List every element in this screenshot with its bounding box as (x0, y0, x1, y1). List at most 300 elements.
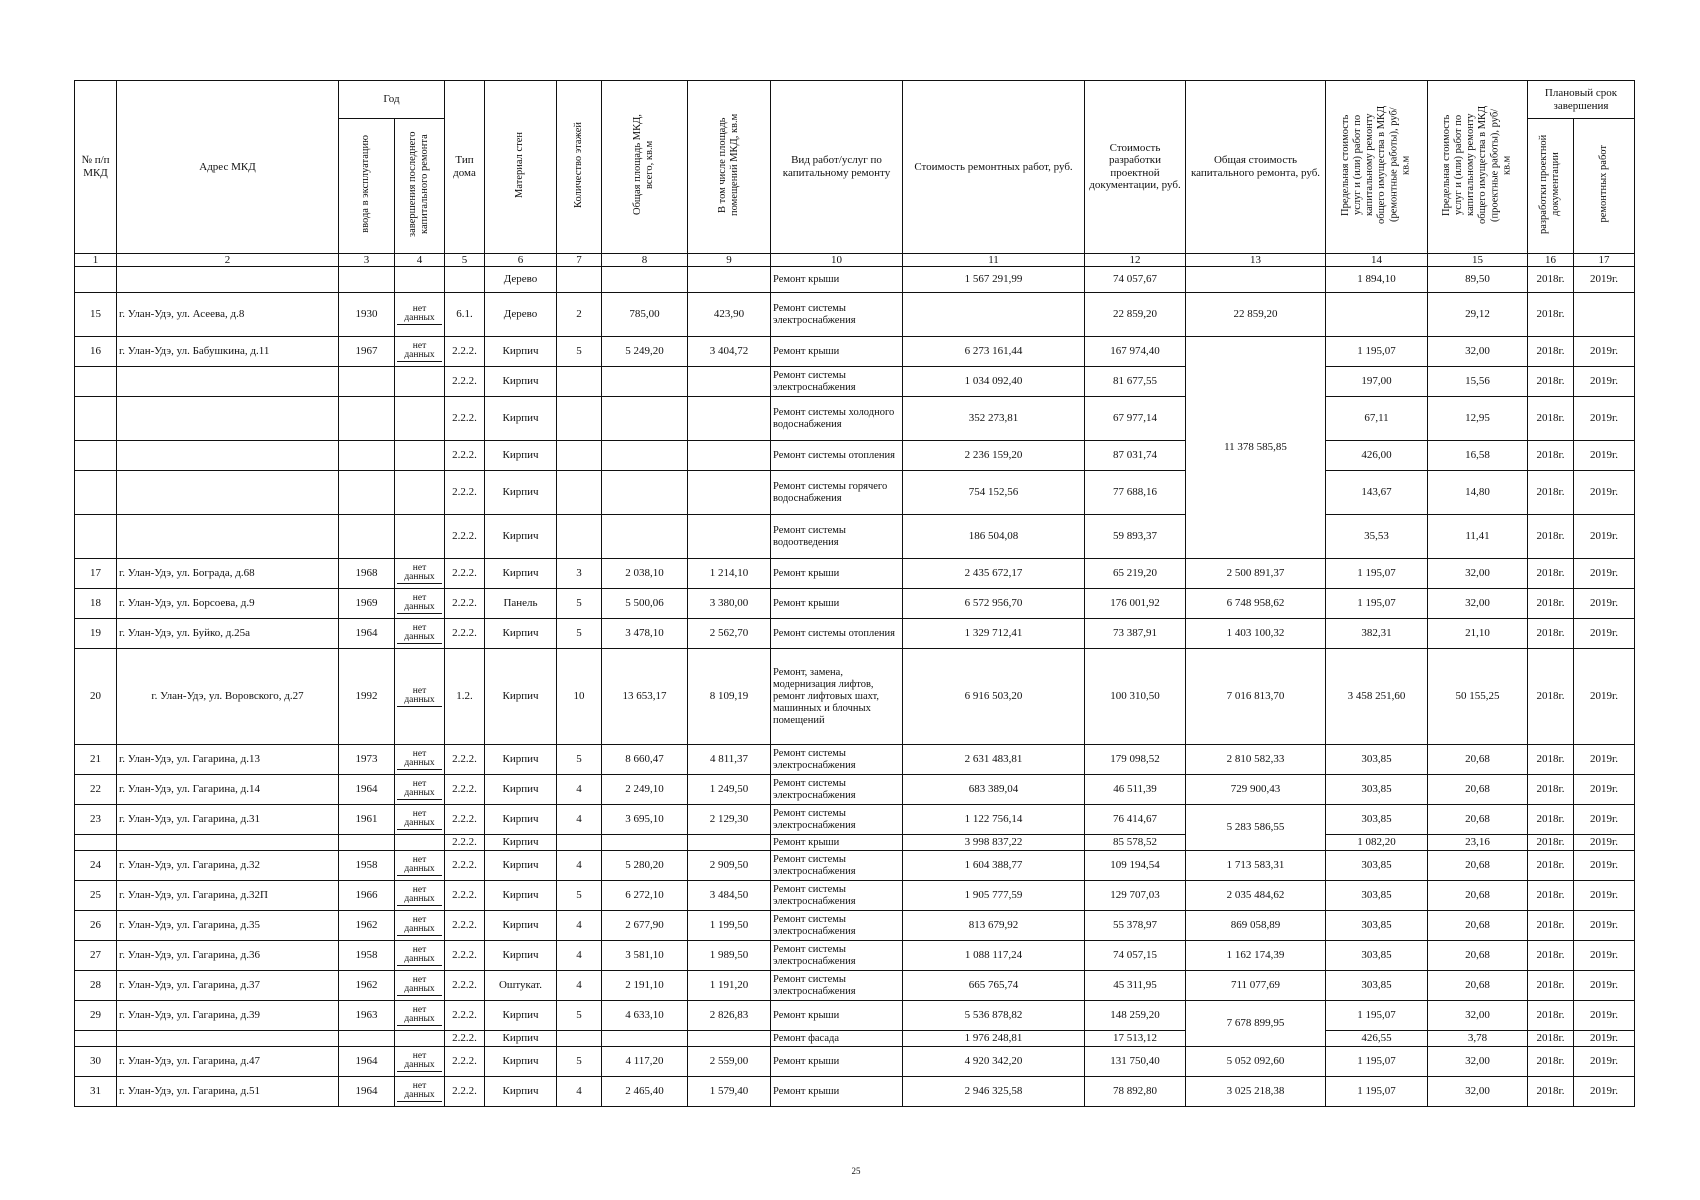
deadline-repair-cell: 2019г. (1574, 851, 1635, 881)
address-cell: г. Улан-Удэ, ул. Гагарина, д.36 (117, 941, 339, 971)
limit-cost-repair-cell: 303,85 (1326, 745, 1428, 775)
total-cost-cell: 22 859,20 (1186, 293, 1326, 337)
year-last-repair-cell (395, 293, 445, 337)
deadline-repair-cell: 2019г. (1574, 515, 1635, 559)
limit-cost-repair-cell: 303,85 (1326, 775, 1428, 805)
premises-area-cell: 1 214,10 (688, 559, 771, 589)
year-last-repair-cell (395, 911, 445, 941)
no-data-label: нет данных (397, 1052, 442, 1072)
address-cell: г. Улан-Удэ, ул. Воровского, д.27 (117, 649, 339, 745)
limit-cost-design-cell: 20,68 (1428, 851, 1528, 881)
address-cell (117, 1031, 339, 1047)
wall-material-cell: Кирпич (485, 851, 557, 881)
header-work-cost: Стоимость ремонтных работ, руб. (903, 81, 1085, 254)
year-commission-cell: 1964 (339, 619, 395, 649)
premises-area-cell: 2 826,83 (688, 1001, 771, 1031)
work-type-cell: Ремонт системы электроснабжения (771, 851, 903, 881)
address-cell: г. Улан-Удэ, ул. Борсоева, д.9 (117, 589, 339, 619)
total-cost-cell: 711 077,69 (1186, 971, 1326, 1001)
address-cell: г. Улан-Удэ, ул. Бограда, д.68 (117, 559, 339, 589)
work-cost-cell: 1 976 248,81 (903, 1031, 1085, 1047)
total-cost-cell: 729 900,43 (1186, 775, 1326, 805)
row-number: 31 (75, 1077, 117, 1107)
house-type-cell: 2.2.2. (445, 851, 485, 881)
row-number: 23 (75, 805, 117, 835)
year-last-repair-cell (395, 941, 445, 971)
address-cell (117, 267, 339, 293)
premises-area-cell: 8 109,19 (688, 649, 771, 745)
table-row (75, 649, 1635, 745)
premises-area-cell (688, 397, 771, 441)
year-commission-cell: 1962 (339, 971, 395, 1001)
year-commission-cell (339, 367, 395, 397)
header-limit-cost-repair: Предельная стоимость услуг и (или) работ по капитальному ремонту общего имущества в МКД (ремонтные работы), руб/кв.м (1326, 81, 1428, 254)
limit-cost-repair-cell (1326, 293, 1428, 337)
year-last-repair-cell (395, 835, 445, 851)
total-area-cell: 3 478,10 (602, 619, 688, 649)
year-last-repair-cell (395, 1001, 445, 1031)
table-row (75, 1031, 1635, 1047)
wall-material-cell: Кирпич (485, 881, 557, 911)
deadline-design-cell: 2018г. (1528, 471, 1574, 515)
premises-area-cell: 1 579,40 (688, 1077, 771, 1107)
page-number: 25 (851, 1166, 861, 1176)
house-type-cell: 2.2.2. (445, 1001, 485, 1031)
wall-material-cell: Дерево (485, 267, 557, 293)
premises-area-cell: 1 191,20 (688, 971, 771, 1001)
deadline-repair-cell: 2019г. (1574, 941, 1635, 971)
work-type-cell: Ремонт системы электроснабжения (771, 971, 903, 1001)
total-area-cell: 4 117,20 (602, 1047, 688, 1077)
year-last-repair-cell (395, 775, 445, 805)
column-number: 16 (1528, 253, 1574, 267)
total-cost-cell: 5 283 586,55 (1186, 805, 1326, 851)
work-cost-cell: 1 905 777,59 (903, 881, 1085, 911)
year-commission-cell: 1967 (339, 337, 395, 367)
design-cost-cell: 176 001,92 (1085, 589, 1186, 619)
wall-material-cell: Кирпич (485, 649, 557, 745)
total-area-cell: 13 653,17 (602, 649, 688, 745)
year-last-repair-cell (395, 589, 445, 619)
deadline-design-cell: 2018г. (1528, 775, 1574, 805)
limit-cost-repair-cell: 303,85 (1326, 851, 1428, 881)
total-area-cell (602, 267, 688, 293)
wall-material-cell: Кирпич (485, 1077, 557, 1107)
floors-cell (557, 835, 602, 851)
limit-cost-design-cell: 89,50 (1428, 267, 1528, 293)
design-cost-cell: 55 378,97 (1085, 911, 1186, 941)
year-last-repair-cell (395, 649, 445, 745)
year-commission-cell: 1958 (339, 941, 395, 971)
row-number: 29 (75, 1001, 117, 1031)
limit-cost-repair-cell: 1 195,07 (1326, 559, 1428, 589)
work-type-cell: Ремонт системы водоотведения (771, 515, 903, 559)
deadline-design-cell: 2018г. (1528, 881, 1574, 911)
premises-area-cell: 2 909,50 (688, 851, 771, 881)
limit-cost-design-cell: 20,68 (1428, 745, 1528, 775)
work-type-cell: Ремонт системы отопления (771, 441, 903, 471)
floors-cell: 3 (557, 559, 602, 589)
premises-area-cell (688, 1031, 771, 1047)
total-area-cell (602, 471, 688, 515)
work-cost-cell: 6 572 956,70 (903, 589, 1085, 619)
total-cost-cell: 5 052 092,60 (1186, 1047, 1326, 1077)
house-type-cell: 2.2.2. (445, 775, 485, 805)
premises-area-cell: 1 199,50 (688, 911, 771, 941)
deadline-repair-cell (1574, 293, 1635, 337)
premises-area-cell: 2 559,00 (688, 1047, 771, 1077)
year-commission-cell: 1964 (339, 775, 395, 805)
limit-cost-repair-cell: 35,53 (1326, 515, 1428, 559)
deadline-design-cell: 2018г. (1528, 1047, 1574, 1077)
wall-material-cell: Кирпич (485, 619, 557, 649)
year-commission-cell: 1961 (339, 805, 395, 835)
limit-cost-design-cell: 20,68 (1428, 881, 1528, 911)
work-cost-cell (903, 293, 1085, 337)
address-cell (117, 397, 339, 441)
deadline-repair-cell: 2019г. (1574, 911, 1635, 941)
header-year-commission: ввода в эксплуатацию (339, 119, 395, 254)
total-cost-cell: 7 678 899,95 (1186, 1001, 1326, 1047)
deadline-design-cell: 2018г. (1528, 911, 1574, 941)
year-last-repair-cell (395, 1077, 445, 1107)
limit-cost-repair-cell: 197,00 (1326, 367, 1428, 397)
table-row (75, 745, 1635, 775)
design-cost-cell: 17 513,12 (1085, 1031, 1186, 1047)
total-cost-cell: 2 500 891,37 (1186, 559, 1326, 589)
total-cost-cell: 7 016 813,70 (1186, 649, 1326, 745)
design-cost-cell: 73 387,91 (1085, 619, 1186, 649)
row-number: 26 (75, 911, 117, 941)
premises-area-cell: 2 129,30 (688, 805, 771, 835)
limit-cost-repair-cell: 303,85 (1326, 881, 1428, 911)
work-type-cell: Ремонт системы электроснабжения (771, 941, 903, 971)
total-area-cell: 5 280,20 (602, 851, 688, 881)
house-type-cell: 2.2.2. (445, 559, 485, 589)
total-area-cell: 2 038,10 (602, 559, 688, 589)
work-type-cell: Ремонт системы электроснабжения (771, 745, 903, 775)
floors-cell: 4 (557, 911, 602, 941)
table-row (75, 619, 1635, 649)
work-type-cell: Ремонт системы электроснабжения (771, 775, 903, 805)
deadline-design-cell: 2018г. (1528, 1031, 1574, 1047)
work-cost-cell: 813 679,92 (903, 911, 1085, 941)
work-cost-cell: 4 920 342,20 (903, 1047, 1085, 1077)
header-deadline-group: Плановый срок завершения (1528, 81, 1635, 119)
table-body (75, 253, 1635, 1107)
row-number (75, 441, 117, 471)
address-cell (117, 471, 339, 515)
deadline-design-cell: 2018г. (1528, 1001, 1574, 1031)
year-last-repair-cell (395, 267, 445, 293)
design-cost-cell: 76 414,67 (1085, 805, 1186, 835)
deadline-design-cell: 2018г. (1528, 267, 1574, 293)
header-premises-area: В том числе площадь помещений МКД, кв.м (688, 81, 771, 254)
limit-cost-design-cell: 32,00 (1428, 337, 1528, 367)
premises-area-cell (688, 367, 771, 397)
work-cost-cell: 1 088 117,24 (903, 941, 1085, 971)
address-cell: г. Улан-Удэ, ул. Гагарина, д.31 (117, 805, 339, 835)
house-type-cell: 2.2.2. (445, 367, 485, 397)
year-last-repair-cell (395, 1031, 445, 1047)
deadline-design-cell: 2018г. (1528, 805, 1574, 835)
work-type-cell: Ремонт крыши (771, 835, 903, 851)
limit-cost-repair-cell: 143,67 (1326, 471, 1428, 515)
row-number: 24 (75, 851, 117, 881)
header-total-area: Общая площадь МКД, всего, кв.м (602, 81, 688, 254)
row-number: 20 (75, 649, 117, 745)
deadline-design-cell: 2018г. (1528, 293, 1574, 337)
address-cell: г. Улан-Удэ, ул. Гагарина, д.13 (117, 745, 339, 775)
house-type-cell: 2.2.2. (445, 911, 485, 941)
premises-area-cell (688, 267, 771, 293)
deadline-repair-cell: 2019г. (1574, 775, 1635, 805)
wall-material-cell: Кирпич (485, 471, 557, 515)
work-cost-cell: 5 536 878,82 (903, 1001, 1085, 1031)
total-area-cell: 3 581,10 (602, 941, 688, 971)
year-commission-cell: 1968 (339, 559, 395, 589)
column-number: 3 (339, 253, 395, 267)
work-cost-cell: 1 604 388,77 (903, 851, 1085, 881)
work-type-cell: Ремонт крыши (771, 1001, 903, 1031)
deadline-repair-cell: 2019г. (1574, 745, 1635, 775)
table-row (75, 851, 1635, 881)
deadline-design-cell: 2018г. (1528, 559, 1574, 589)
premises-area-cell: 4 811,37 (688, 745, 771, 775)
total-area-cell: 5 249,20 (602, 337, 688, 367)
limit-cost-design-cell: 12,95 (1428, 397, 1528, 441)
total-area-cell: 2 465,40 (602, 1077, 688, 1107)
limit-cost-repair-cell: 1 195,07 (1326, 589, 1428, 619)
house-type-cell: 2.2.2. (445, 745, 485, 775)
floors-cell (557, 367, 602, 397)
floors-cell: 5 (557, 1047, 602, 1077)
column-number-row (75, 253, 1635, 267)
column-number: 11 (903, 253, 1085, 267)
column-number: 12 (1085, 253, 1186, 267)
house-type-cell: 2.2.2. (445, 337, 485, 367)
address-cell: г. Улан-Удэ, ул. Бабушкина, д.11 (117, 337, 339, 367)
deadline-repair-cell: 2019г. (1574, 589, 1635, 619)
column-number: 13 (1186, 253, 1326, 267)
design-cost-cell: 81 677,55 (1085, 367, 1186, 397)
table-row (75, 971, 1635, 1001)
limit-cost-repair-cell: 67,11 (1326, 397, 1428, 441)
deadline-repair-cell: 2019г. (1574, 835, 1635, 851)
total-area-cell (602, 441, 688, 471)
premises-area-cell: 2 562,70 (688, 619, 771, 649)
deadline-repair-cell: 2019г. (1574, 397, 1635, 441)
design-cost-cell: 46 511,39 (1085, 775, 1186, 805)
deadline-repair-cell: 2019г. (1574, 971, 1635, 1001)
year-last-repair-cell (395, 471, 445, 515)
house-type-cell: 2.2.2. (445, 619, 485, 649)
deadline-design-cell: 2018г. (1528, 589, 1574, 619)
work-cost-cell: 6 273 161,44 (903, 337, 1085, 367)
year-commission-cell (339, 267, 395, 293)
total-area-cell: 785,00 (602, 293, 688, 337)
total-cost-cell: 6 748 958,62 (1186, 589, 1326, 619)
table-row (75, 441, 1635, 471)
work-type-cell: Ремонт системы горячего водоснабжения (771, 471, 903, 515)
house-type-cell: 1.2. (445, 649, 485, 745)
work-cost-cell: 352 273,81 (903, 397, 1085, 441)
wall-material-cell: Дерево (485, 293, 557, 337)
row-number: 16 (75, 337, 117, 367)
header-floors: Количество этажей (557, 81, 602, 254)
address-cell: г. Улан-Удэ, ул. Асеева, д.8 (117, 293, 339, 337)
total-area-cell (602, 397, 688, 441)
no-data-label: нет данных (397, 624, 442, 644)
table-row (75, 515, 1635, 559)
floors-cell: 5 (557, 337, 602, 367)
row-number (75, 1031, 117, 1047)
total-area-cell (602, 515, 688, 559)
deadline-repair-cell: 2019г. (1574, 367, 1635, 397)
deadline-design-cell: 2018г. (1528, 397, 1574, 441)
work-cost-cell: 2 435 672,17 (903, 559, 1085, 589)
house-type-cell: 6.1. (445, 293, 485, 337)
limit-cost-repair-cell: 1 082,20 (1326, 835, 1428, 851)
work-type-cell: Ремонт системы электроснабжения (771, 911, 903, 941)
header-year-last-repair: завершения последнего капитального ремонта (395, 119, 445, 254)
deadline-design-cell: 2018г. (1528, 649, 1574, 745)
year-commission-cell (339, 397, 395, 441)
header-address: Адрес МКД (117, 81, 339, 254)
floors-cell: 4 (557, 941, 602, 971)
house-type-cell: 2.2.2. (445, 441, 485, 471)
deadline-design-cell: 2018г. (1528, 851, 1574, 881)
house-type-cell: 2.2.2. (445, 835, 485, 851)
address-cell: г. Улан-Удэ, ул. Гагарина, д.32 (117, 851, 339, 881)
house-type-cell: 2.2.2. (445, 805, 485, 835)
no-data-label: нет данных (397, 1082, 442, 1102)
design-cost-cell: 59 893,37 (1085, 515, 1186, 559)
header-total-cost: Общая стоимость капитального ремонта, руб. (1186, 81, 1326, 254)
house-type-cell: 2.2.2. (445, 1031, 485, 1047)
table-row (75, 559, 1635, 589)
work-type-cell: Ремонт фасада (771, 1031, 903, 1047)
design-cost-cell: 100 310,50 (1085, 649, 1186, 745)
address-cell: г. Улан-Удэ, ул. Гагарина, д.39 (117, 1001, 339, 1031)
table-row (75, 367, 1635, 397)
address-cell: г. Улан-Удэ, ул. Гагарина, д.51 (117, 1077, 339, 1107)
work-type-cell: Ремонт системы отопления (771, 619, 903, 649)
table-row (75, 1001, 1635, 1031)
deadline-repair-cell: 2019г. (1574, 805, 1635, 835)
year-last-repair-cell (395, 1047, 445, 1077)
total-area-cell: 3 695,10 (602, 805, 688, 835)
column-number: 2 (117, 253, 339, 267)
deadline-repair-cell: 2019г. (1574, 1031, 1635, 1047)
table-row (75, 589, 1635, 619)
work-cost-cell: 1 567 291,99 (903, 267, 1085, 293)
design-cost-cell: 74 057,67 (1085, 267, 1186, 293)
premises-area-cell: 1 989,50 (688, 941, 771, 971)
wall-material-cell: Кирпич (485, 805, 557, 835)
column-number: 5 (445, 253, 485, 267)
address-cell: г. Улан-Удэ, ул. Буйко, д.25а (117, 619, 339, 649)
deadline-repair-cell: 2019г. (1574, 619, 1635, 649)
table-row (75, 293, 1635, 337)
wall-material-cell: Кирпич (485, 441, 557, 471)
row-number (75, 515, 117, 559)
deadline-repair-cell: 2019г. (1574, 649, 1635, 745)
house-type-cell: 2.2.2. (445, 941, 485, 971)
no-data-label: нет данных (397, 916, 442, 936)
wall-material-cell: Кирпич (485, 1001, 557, 1031)
row-number (75, 367, 117, 397)
floors-cell: 10 (557, 649, 602, 745)
total-area-cell (602, 1031, 688, 1047)
deadline-repair-cell: 2019г. (1574, 441, 1635, 471)
column-number: 7 (557, 253, 602, 267)
wall-material-cell: Оштукат. (485, 971, 557, 1001)
header-num: № п/п МКД (75, 81, 117, 254)
design-cost-cell: 74 057,15 (1085, 941, 1186, 971)
work-cost-cell: 2 631 483,81 (903, 745, 1085, 775)
deadline-repair-cell: 2019г. (1574, 267, 1635, 293)
deadline-repair-cell: 2019г. (1574, 1001, 1635, 1031)
design-cost-cell: 78 892,80 (1085, 1077, 1186, 1107)
row-number: 21 (75, 745, 117, 775)
deadline-repair-cell: 2019г. (1574, 559, 1635, 589)
deadline-repair-cell: 2019г. (1574, 1077, 1635, 1107)
work-type-cell: Ремонт крыши (771, 1047, 903, 1077)
table-row (75, 941, 1635, 971)
column-number: 17 (1574, 253, 1635, 267)
header-work-type: Вид работ/услуг по капитальному ремонту (771, 81, 903, 254)
no-data-label: нет данных (397, 1006, 442, 1026)
row-number (75, 471, 117, 515)
limit-cost-repair-cell: 303,85 (1326, 971, 1428, 1001)
premises-area-cell: 3 484,50 (688, 881, 771, 911)
deadline-repair-cell: 2019г. (1574, 1047, 1635, 1077)
no-data-label: нет данных (397, 856, 442, 876)
premises-area-cell (688, 471, 771, 515)
work-type-cell: Ремонт системы электроснабжения (771, 293, 903, 337)
work-cost-cell: 1 329 712,41 (903, 619, 1085, 649)
limit-cost-design-cell: 20,68 (1428, 805, 1528, 835)
house-type-cell: 2.2.2. (445, 589, 485, 619)
floors-cell (557, 441, 602, 471)
design-cost-cell: 148 259,20 (1085, 1001, 1186, 1031)
address-cell (117, 835, 339, 851)
table-row (75, 267, 1635, 293)
table-row (75, 1077, 1635, 1107)
limit-cost-design-cell: 20,68 (1428, 775, 1528, 805)
limit-cost-design-cell: 20,68 (1428, 911, 1528, 941)
limit-cost-design-cell: 16,58 (1428, 441, 1528, 471)
address-cell: г. Улан-Удэ, ул. Гагарина, д.37 (117, 971, 339, 1001)
work-type-cell: Ремонт крыши (771, 559, 903, 589)
work-cost-cell: 186 504,08 (903, 515, 1085, 559)
year-commission-cell: 1966 (339, 881, 395, 911)
house-type-cell: 2.2.2. (445, 971, 485, 1001)
limit-cost-repair-cell: 1 195,07 (1326, 1077, 1428, 1107)
wall-material-cell: Кирпич (485, 337, 557, 367)
deadline-repair-cell: 2019г. (1574, 471, 1635, 515)
limit-cost-design-cell: 3,78 (1428, 1031, 1528, 1047)
limit-cost-design-cell: 32,00 (1428, 559, 1528, 589)
total-area-cell (602, 367, 688, 397)
wall-material-cell: Кирпич (485, 515, 557, 559)
design-cost-cell: 85 578,52 (1085, 835, 1186, 851)
total-area-cell (602, 835, 688, 851)
address-cell: г. Улан-Удэ, ул. Гагарина, д.14 (117, 775, 339, 805)
limit-cost-repair-cell: 382,31 (1326, 619, 1428, 649)
house-type-cell: 2.2.2. (445, 881, 485, 911)
